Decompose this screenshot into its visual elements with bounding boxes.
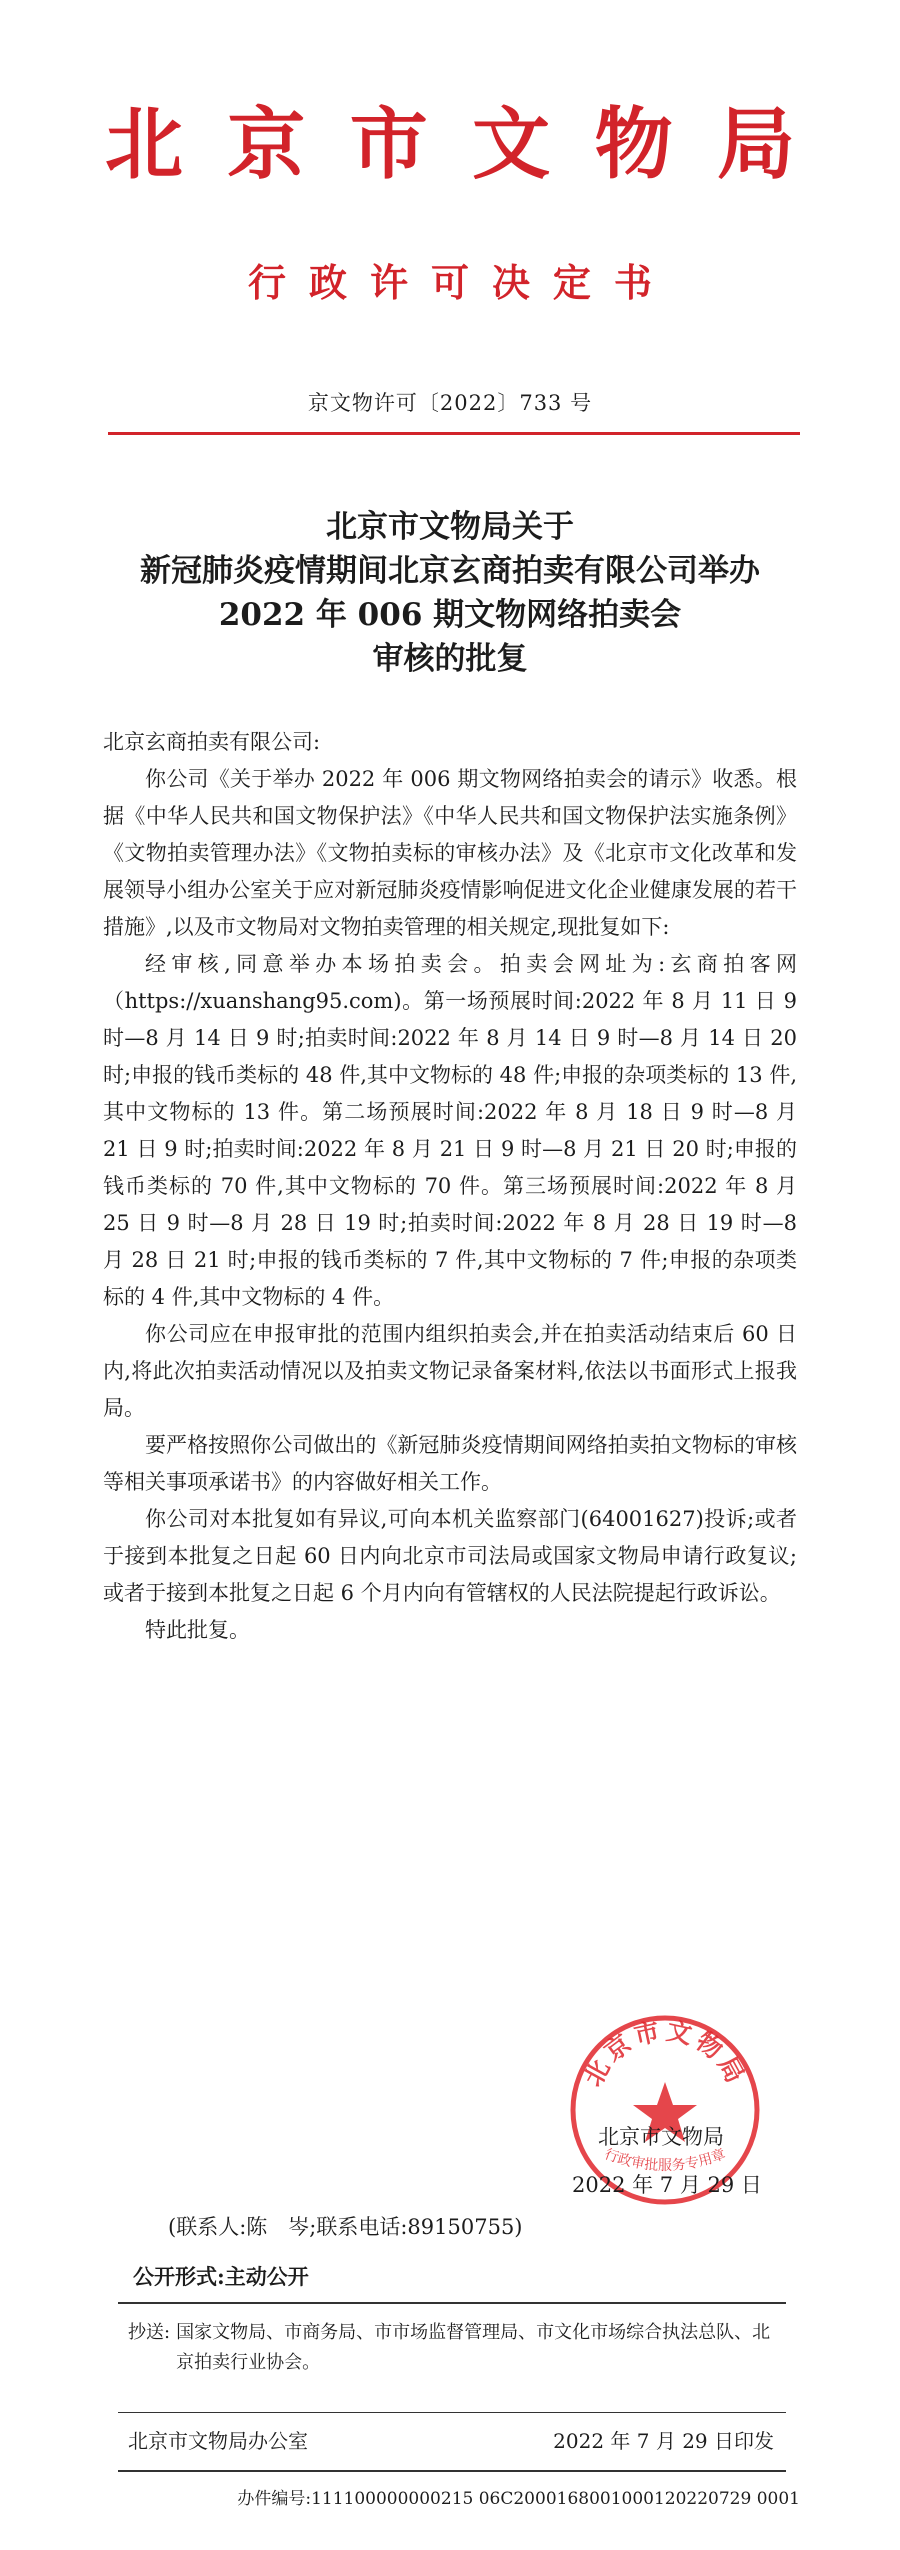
issuing-office: 北京市文物局办公室	[128, 2429, 308, 2453]
doc-type-char: 政	[308, 260, 347, 305]
doc-type-heading	[248, 258, 652, 308]
document-body	[103, 724, 797, 1649]
org-header-char: 文	[472, 99, 551, 190]
org-header-char: 京	[227, 99, 306, 190]
org-header	[105, 100, 795, 190]
file-number: 办件编号:111100000000215 06C2000168001000120220729 0001	[237, 2489, 800, 2509]
body-paragraph: 你公司应在申报审批的范围内组织拍卖会,并在拍卖活动结束后 60 日内,将此次拍卖活动情况以及拍卖文物记录备案材料,依法以书面形式上报我局。	[103, 1322, 797, 1420]
footer-divider-top	[118, 2302, 786, 2304]
doc-type-char: 行	[248, 260, 287, 305]
document-number: 京文物许可〔2022〕733 号	[307, 391, 593, 415]
disclosure-type: 公开形式:主动公开	[133, 2264, 309, 2289]
seal-org-text: 北京市文物局	[578, 2016, 752, 2091]
cc-label: 抄送:	[128, 2322, 171, 2343]
cc-recipients: 国家文物局、市商务局、市市场监督管理局、市文化市场综合执法总队、北京拍卖行业协会。	[176, 2322, 771, 2373]
cc-list	[128, 2318, 786, 2378]
doc-type-char: 许	[369, 260, 408, 305]
doc-type-char: 可	[430, 260, 469, 305]
org-header-char: 物	[594, 99, 673, 190]
issuing-office-row	[118, 2426, 786, 2456]
doc-type-char: 定	[552, 260, 591, 305]
org-header-char: 局	[716, 99, 795, 190]
signature-date: 2022 年 7 月 29 日	[572, 2173, 762, 2197]
title-line: 审核的批复	[372, 641, 528, 677]
footer-divider-bottom	[118, 2470, 786, 2472]
org-header-char: 市	[349, 99, 428, 190]
title-line: 2022 年 006 期文物网络拍卖会	[218, 597, 682, 633]
doc-type-char: 书	[613, 260, 652, 305]
footer-divider-middle	[118, 2412, 786, 2413]
body-paragraph: 你公司对本批复如有异议,可向本机关监察部门(64001627)投诉;或者于接到本批复之日起 60 日内向北京市司法局或国家文物局申请行政复议;或者于接到本批复之日起 6 个月内向有管辖权的人民法院提起行政诉讼。	[103, 1507, 797, 1605]
body-paragraph: 你公司《关于举办 2022 年 006 期文物网络拍卖会的请示》收悉。根据《中华人民共和国文物保护法》《中华人民共和国文物保护法实施条例》《文物拍卖管理办法》《文物拍卖标的审核办法》及《北京市文化改革和发展领导小组办公室关于应对新冠肺炎疫情影响促进文化企业健康发展的若干措施》,以及市文物局对文物拍卖管理的相关规定,现批复如下:	[103, 767, 797, 939]
title-line: 北京市文物局关于	[326, 509, 574, 545]
org-header-char: 北	[105, 99, 184, 190]
body-paragraph: 经审核,同意举办本场拍卖会。拍卖会网址为:玄商拍客网（https://xuanshang95.com)。第一场预展时间:2022 年 8 月 11 日 9 时—8 月 14 日 9 时;拍卖时间:2022 年 8 月 14 日 9 时—8 月 14 日 20 时;申报的钱币类标的 48 件,其中文物标的 48 件;申报的杂项类标的 13 件,其中文物标的 13 件。第二场预展时间:2022 年 8 月 18 日 9 时—8 月 21 日 9 时;拍卖时间:2022 年 8 月 21 日 9 时—8 月 21 日 20 时;申报的钱币类标的 70 件,其中文物标的 70 件。第三场预展时间:2022 年 8 月 25 日 9 时—8 月 28 日 19 时;拍卖时间:2022 年 8 月 28 日 19 时—8 月 28 日 21 时;申报的钱币类标的 7 件,其中文物标的 7 件;申报的杂项类标的 4 件,其中文物标的 4 件。	[103, 952, 797, 1309]
red-divider	[108, 432, 800, 435]
closing-line: 特此批复。	[145, 1618, 250, 1642]
document-title	[0, 505, 900, 681]
doc-type-char: 决	[491, 260, 530, 305]
print-date: 2022 年 7 月 29 日印发	[553, 2429, 774, 2453]
signature-org: 北京市文物局	[598, 2125, 724, 2149]
title-line: 新冠肺炎疫情期间北京玄商拍卖有限公司举办	[140, 553, 760, 589]
salutation: 北京玄商拍卖有限公司:	[103, 730, 321, 754]
body-paragraph: 要严格按照你公司做出的《新冠肺炎疫情期间网络拍卖拍文物标的审核等相关事项承诺书》的内容做好相关工作。	[103, 1433, 797, 1494]
seal-sub-text: 行政审批服务专用章	[602, 2146, 728, 2174]
contact-info: (联系人:陈 岑;联系电话:89150755)	[168, 2215, 523, 2239]
